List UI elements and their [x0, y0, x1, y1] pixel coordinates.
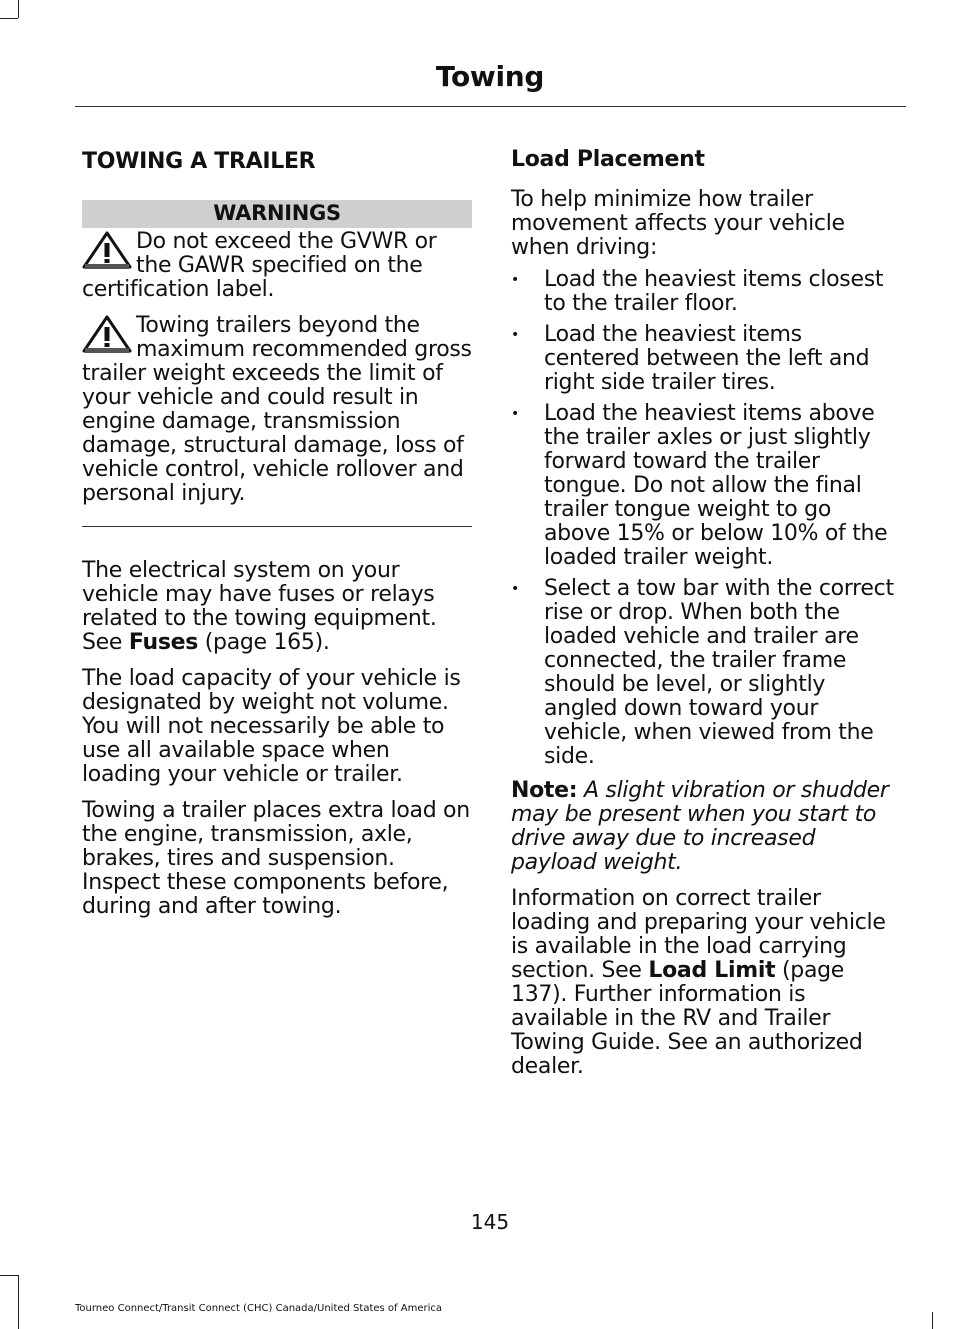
warnings-divider [82, 526, 472, 527]
footer-text: Tourneo Connect/Transit Connect (CHC) Canada/United States of America [75, 1303, 442, 1314]
crop-mark [0, 18, 18, 19]
list-item: • Select a tow bar with the correct rise or drop. When both the loaded vehicle and trailer are connected, the trailer frame should be level, or slightly angled down toward your vehicle, when viewed from the side. [511, 577, 903, 769]
paragraph: The load capacity of your vehicle is designated by weight not volume. You will not necessarily be able to use all available space when loading your vehicle or trailer. [82, 666, 461, 787]
paragraph-text: Information on correct trailer loading and preparing your vehicle is available in the load carrying section. See [511, 886, 886, 983]
load-limit-link[interactable]: Load Limit [648, 958, 776, 983]
list-item: • Load the heaviest items closest to the trailer floor. [511, 268, 903, 316]
note-label: Note: [511, 778, 578, 803]
crop-mark [932, 1312, 933, 1329]
header-divider [75, 106, 906, 107]
warning-triangle-icon [82, 315, 132, 355]
list-item: • Load the heaviest items centered between the left and right side trailer tires. [511, 323, 903, 395]
page-reference: (page 165). [198, 630, 330, 655]
warning-item [82, 230, 472, 302]
warning-text: Do not exceed the GVWR or the GAWR specified on the certification label. [82, 229, 437, 302]
section-title: Load Placement [511, 147, 705, 172]
warning-text: Towing trailers beyond the maximum recommended gross trailer weight exceeds the limit of your vehicle and could result in engine damage, transmission damage, structural damage, loss of vehicle control, vehicle rollover and personal injury. [82, 313, 472, 506]
paragraph-text: The electrical system on your vehicle may have fuses or relays related to the towing equipment. See [82, 558, 437, 655]
warning-triangle-icon [82, 231, 132, 271]
crop-mark [18, 1275, 19, 1329]
note-text: A slight vibration or shudder may be present when you start to drive away due to increased payload weight. [511, 778, 889, 875]
note [511, 779, 903, 875]
page-title: Towing [435, 60, 545, 93]
fuses-link[interactable]: Fuses [128, 630, 199, 655]
page-number: 145 [470, 1210, 510, 1234]
left-column [82, 148, 472, 931]
crop-mark [0, 1275, 18, 1276]
warnings-header: WARNINGS [82, 200, 472, 228]
paragraph-text: (page 137). Further information is available in the RV and Trailer Towing Guide. See an authorized dealer. [511, 958, 863, 1079]
list-item: • Load the heaviest items above the trailer axles or just slightly forward toward the trailer tongue. Do not allow the final trailer tongue weight to go above 15% or below 10% of the loaded trailer weight. [511, 402, 903, 570]
warning-item [82, 314, 472, 506]
paragraph: Towing a trailer places extra load on the engine, transmission, axle, brakes, tires and suspension. Inspect these components before, during and after towing. [82, 798, 470, 919]
paragraph: To help minimize how trailer movement affects your vehicle when driving: [511, 187, 845, 260]
bullet-list [511, 268, 903, 769]
paragraph [511, 887, 903, 1079]
right-column [511, 146, 903, 1091]
section-title: TOWING A TRAILER [82, 149, 316, 174]
paragraph [82, 559, 472, 655]
crop-mark [18, 0, 19, 18]
